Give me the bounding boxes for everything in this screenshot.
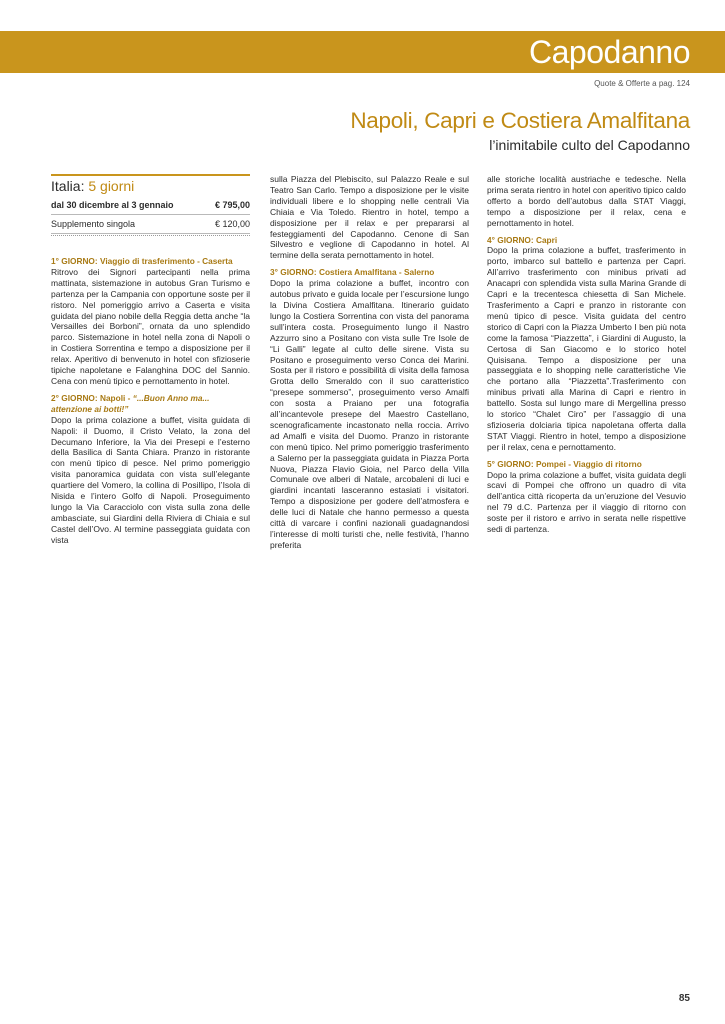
supplement-label: Supplemento singola: [51, 219, 136, 229]
column-1: [51, 174, 250, 546]
trip-country: Italia:: [51, 178, 85, 194]
dates-label: dal 30 dicembre al 3 gennaio: [51, 200, 174, 210]
day-5-title: 5° GIORNO: Pompei - Viaggio di ritorno: [487, 458, 642, 469]
day-2-title-label: 2° GIORNO: Napoli -: [51, 392, 131, 403]
page-title: Napoli, Capri e Costiera Amalfitana: [350, 108, 690, 133]
gold-rule: [51, 174, 250, 176]
day-3-text-part-1: Dopo la prima colazione a buffet, incontro con autobus privato e guida locale per l’escursione lungo la Divina Costiera Amalfitana. Itinerario guidato lungo la Costiera Sorrentina con vista del panorama sull’intera costa. Proseguimento lungo il Nastro Azzurro sino a Positano con vista sulle Tre Isole de “Li Galli” legate al culto delle sirene. Vista su Positano e proseguimento verso Conca dei Marini. Sosta per il ristoro e possibilità di visita della famosa Grotta dello Smeraldo con il suo caratteristico “presepe sommerso”, proseguimento verso Amalfi con sosta a Praiano per una fotografia all’incantevole presepe del Maestro Castellano, scenograficamente incastonato nella roccia. Arrivo ad Amalfi e visita del Duomo. Pranzo in ristorante con menù tipico. Nel primo pomeriggio trasferimento a Salerno per la passeggiata guidata in Piazza Porta Nuova, Piazza Flavio Gioia, nel Parco della Villa Comunale ove alberi di Natale, arcobaleni di luci e giardini incantati lasceranno estasiati i visitatori. Tempo a disposizione per godere dell’atmosfera e delle luci di Natale che hanno permesso a questa città di varcare i confini nazionali guadagnandosi l’interesse di molti turisti che, nelle festività, l’hanno preferita: [270, 278, 469, 550]
day-2-title: [51, 393, 250, 415]
price-row-supplement: [51, 215, 250, 234]
day-1-text: Ritrovo dei Signori partecipanti nella prima mattinata, sistemazione in autobus Gran Turismo e partenza per la Campania con opportune soste per il ristoro. Nel pomeriggio arrivo a Caserta e visita guidata del piano nobile della Reggia detta anche “la Versailles dei Borboni”, ornata da uno splendido parco. Sistemazione in hotel nella zona di Napoli o in Costiera Sorrentina e tempo a disposizione per il relax. Aperitivo di benvenuto in hotel con sfizioserie tipiche napoletane e Falanghina DOC del Sannio. Cena con menù tipico e pernottamento in hotel.: [51, 266, 250, 386]
day-2-text-part-2: sulla Piazza del Plebiscito, sul Palazzo Reale e sul Teatro San Carlo. Tempo a disposizione per le visite individuali libere e lo shopping nelle centrali Via Chiaia e Via Toledo. Rientro in hotel, tempo a disposizione per il relax e per prepararsi al festeggiamenti del Capodanno. Cenone di San Silvestro e veglione di Capodanno in hotel. Al termine della serata pernottamento in hotel.: [270, 174, 469, 261]
page-number: 85: [678, 993, 690, 1004]
day-3-text-part-2: alle storiche località austriache e tedesche. Nella prima serata rientro in hotel con aperitivo tipico caldo offerto a bordo dell’autobus dalla STAT Viaggi, tempo a disposizione per il relax, cena e pernottamento in hotel.: [487, 174, 686, 228]
trip-duration: 5 giorni: [88, 178, 135, 194]
price-reference: Quote & Offerte a pag. 124: [594, 79, 690, 88]
day-4-text: Dopo la prima colazione a buffet, trasferimento in porto, imbarco sul battello e partenza per Capri. All’arrivo trasferimento con minibus privati ad Anacapri con splendida vista sulla Marina Grande di Capri e la trecentesca chiesetta di San Michele. Trasferimento a Capri e pranzo in ristorante con menù tipico di pesce. Visita guidata del centro storico di Capri con la Piazza Umberto I ben più nota come la famosa “Piazzetta”, i Giardini di Augusto, la Certosa di San Giacomo e lo storico hotel Quisisana. Tempo a disposizione per una passeggiata e lo shopping nelle caratteristiche Vie che portano alla “Piazzetta”.Trasferimento con minibus privati alla Marina di Capri e rientro in battello. Sosta sul lungo mare di Mergellina presso lo storico “Chalet Ciro” per l’assaggio di una sfizioseria dolciaria tipica napoletana offerta dalla STAT Viaggi. Rientro in hotel, tempo a disposizione per il relax, cena e pernottamento.: [487, 245, 686, 452]
day-2-text-part-1: Dopo la prima colazione a buffet, visita guidata di Napoli: il Duomo, il Cristo Velato, la zona del Decumano Inferiore, la Via dei Presepi e l’esterno della Basilica di Santa Chiara. Pranzo in ristorante con menù tipico di pesce. Nel primo pomeriggio visita panoramica guidata con vista sull’elegante quartiere del Vomero, la collina di Posillipo, l’Isola di Nisida e l’intero Golfo di Napoli. Proseguimento lungo la Via Caracciolo con vista sulla zona delle ambasciate, sui Giardini della Riviera di Chiaia e sul Castel dell’Ovo. Al termine passeggiata guidata con vista: [51, 414, 250, 545]
day-3-title: 3° GIORNO: Costiera Amalfitana - Salerno: [270, 267, 435, 278]
supplement-price: € 120,00: [214, 219, 250, 229]
day-2-title-quote: “...Buon Anno ma... attenzione ai botti!”: [51, 392, 210, 414]
column-3: [487, 174, 686, 535]
section-banner: [0, 31, 725, 73]
section-title: Capodanno: [529, 34, 690, 70]
day-5-text: Dopo la prima colazione a buffet, visita guidata degli scavi di Pompei che offrono un quadro di vita dell’antica città ricoperta da un’eruzione del Vesuvio nel 79 d.C. Partenza per il viaggio di ritorno con soste per il ristoro e arrivo in serata nelle rispettive sedi di partenza.: [487, 469, 686, 535]
trip-heading: [51, 177, 250, 196]
page-subtitle: l’inimitabile culto del Capodanno: [489, 137, 690, 153]
day-4-title: 4° GIORNO: Capri: [487, 234, 558, 245]
column-2: [270, 174, 469, 551]
dates-price: € 795,00: [214, 200, 250, 210]
day-1-title: 1° GIORNO: Viaggio di trasferimento - Caserta: [51, 256, 233, 266]
price-row-dates: [51, 196, 250, 215]
